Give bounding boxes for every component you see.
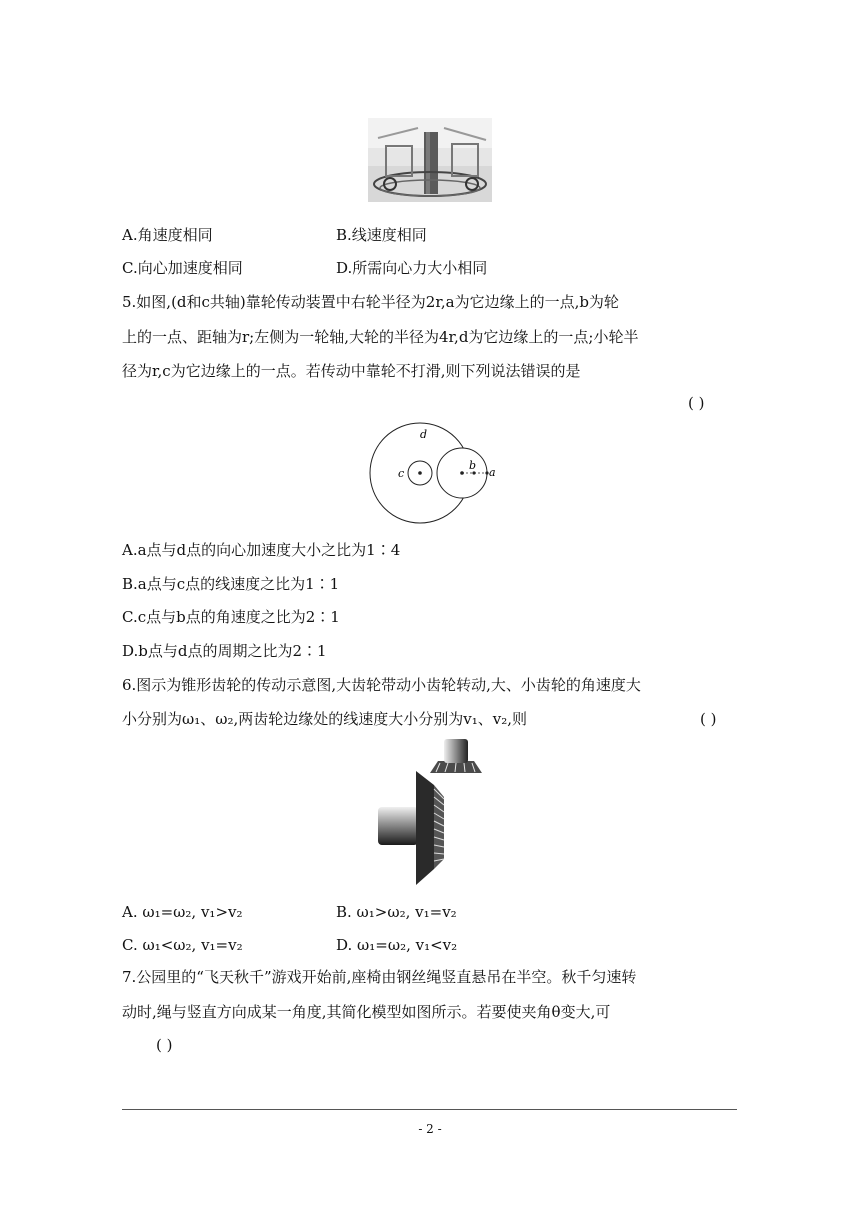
q6-option-b: B. ω₁>ω₂, v₁=v₂ — [336, 903, 457, 921]
label-a: a — [489, 466, 496, 479]
label-c: c — [398, 467, 405, 480]
q6-stem-line-2: 小分别为ω₁、ω₂,两齿轮边缘处的线速度大小分别为v₁、v₂,则 — [122, 710, 528, 728]
q6-option-a: A. ω₁=ω₂, v₁>v₂ — [122, 903, 243, 921]
q5-stem-line-1: 5.如图,(d和c共轴)靠轮传动装置中右轮半径为2r,a为它边缘上的一点,b为轮 — [122, 293, 619, 311]
label-b: b — [469, 459, 477, 472]
q6-option-d: D. ω₁=ω₂, v₁<v₂ — [336, 936, 458, 954]
q5-option-d: D.b点与d点的周期之比为2∶1 — [122, 642, 327, 660]
q5-answer-bracket: ( ) — [688, 394, 705, 412]
q5-wheel-diagram — [366, 418, 496, 526]
q5-option-c: C.c点与b点的角速度之比为2∶1 — [122, 608, 340, 626]
q7-answer-bracket: ( ) — [156, 1036, 173, 1054]
q7-stem-line-2: 动时,绳与竖直方向成某一角度,其简化模型如图所示。若要使夹角θ变大,可 — [122, 1003, 611, 1021]
q5-stem-line-2: 上的一点、距轴为r;左侧为一轮轴,大轮的半径为4r,d为它边缘上的一点;小轮半 — [122, 328, 639, 346]
q4-option-a: A.角速度相同 — [122, 226, 213, 244]
carousel-photo — [368, 118, 492, 202]
label-d: d — [420, 428, 428, 441]
bevel-gear-figure — [378, 737, 494, 887]
q5-stem-line-3: 径为r,c为它边缘上的一点。若传动中靠轮不打滑,则下列说法错误的是 — [122, 362, 581, 380]
q4-option-d: D.所需向心力大小相同 — [336, 259, 488, 277]
page-number: - 2 - — [418, 1122, 442, 1136]
q5-option-b: B.a点与c点的线速度之比为1∶1 — [122, 575, 340, 593]
q7-stem-line-1: 7.公园里的“飞天秋千”游戏开始前,座椅由钢丝绳竖直悬吊在半空。秋千匀速转 — [122, 968, 637, 986]
q6-answer-bracket: ( ) — [700, 710, 717, 728]
q6-stem-line-1: 6.图示为锥形齿轮的传动示意图,大齿轮带动小齿轮转动,大、小齿轮的角速度大 — [122, 676, 641, 694]
q4-option-c: C.向心加速度相同 — [122, 259, 243, 277]
q5-option-a: A.a点与d点的向心加速度大小之比为1∶4 — [122, 541, 401, 559]
q6-option-c: C. ω₁<ω₂, v₁=v₂ — [122, 936, 243, 954]
q4-option-b: B.线速度相同 — [336, 226, 427, 244]
footer-divider — [122, 1109, 737, 1110]
